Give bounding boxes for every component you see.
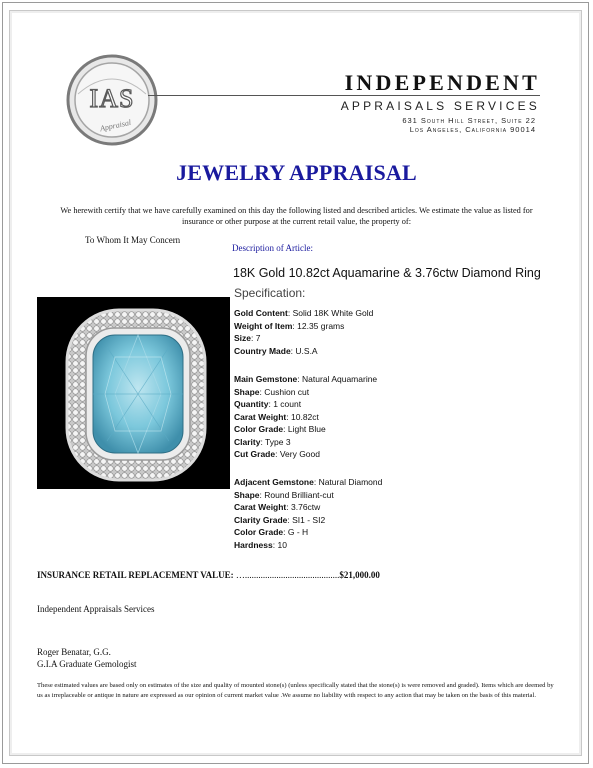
spec-row: Shape: Cushion cut bbox=[234, 386, 310, 397]
spec-row: Cut Grade: Very Good bbox=[234, 449, 320, 459]
ring-photo bbox=[37, 297, 230, 489]
signer-name: Roger Benatar, G.G. bbox=[37, 647, 111, 657]
logo-lettering: IAS bbox=[89, 84, 135, 113]
value-leader-dots: ….......................................... bbox=[235, 570, 340, 580]
spec-row: Shape: Round Brilliant-cut bbox=[234, 489, 334, 500]
spec-row: Gold Content: Solid 18K White Gold bbox=[234, 308, 374, 318]
certification-text: We herewith certify that we have carefully examined on this day the following listed and described articles. We estimate the value as listed for insurance or other purpose at the current retail value, the property of: bbox=[60, 206, 533, 226]
logo-subtext: Appraisal bbox=[99, 117, 132, 134]
spec-row: Main Gemstone: Natural Aquamarine bbox=[234, 374, 378, 384]
header-divider bbox=[148, 95, 540, 96]
company-name: INDEPENDENT bbox=[344, 70, 540, 95]
specs-main-gemstone bbox=[234, 373, 377, 461]
spec-row: Color Grade: Light Blue bbox=[234, 424, 326, 434]
replacement-value bbox=[37, 570, 380, 580]
value-amount: $21,000.00 bbox=[339, 570, 380, 580]
value-label: INSURANCE RETAIL REPLACEMENT VALUE: bbox=[37, 570, 234, 580]
item-title: 18K Gold 10.82ct Aquamarine & 3.76ctw Diamond Ring bbox=[233, 266, 541, 280]
specs-adjacent-gemstone bbox=[234, 476, 382, 551]
disclaimer: These estimated values are based only on estimates of the size and quality of mounted stone(s) (unless specifically stated that the stone(s) is were removed and graded). Items which are deemed by us as irreplaceable or antique in nature are expressed as our opinion of current market value .We assume no liability with respect to any action that may be taken on the basis of this material. bbox=[37, 682, 554, 699]
spec-row: Hardness: 10 bbox=[234, 539, 287, 550]
spec-row: Carat Weight: 10.82ct bbox=[234, 411, 319, 422]
specs-gold bbox=[234, 307, 373, 357]
spec-row: Clarity: Type 3 bbox=[234, 436, 291, 447]
spec-row: Quantity: 1 count bbox=[234, 399, 302, 409]
company-subtitle: APPRAISALS SERVICES bbox=[340, 99, 540, 113]
spec-row: Country Made: U.S.A bbox=[234, 345, 318, 356]
spec-row: Size: 7 bbox=[234, 333, 261, 343]
address-line-1: 631 South Hill Street, Suite 22 bbox=[402, 116, 536, 125]
specification-label: Specification: bbox=[234, 286, 306, 300]
spec-row: Weight of Item: 12.35 grams bbox=[234, 320, 345, 331]
spec-row: Color Grade: G - H bbox=[234, 527, 309, 537]
document-title: JEWELRY APPRAISAL bbox=[176, 160, 417, 185]
address-line-2: Los Angeles, California 90014 bbox=[409, 125, 536, 134]
spec-row: Carat Weight: 3.76ctw bbox=[234, 502, 321, 512]
signer-title: G.I.A Graduate Gemologist bbox=[37, 659, 137, 669]
company-footer: Independent Appraisals Services bbox=[37, 604, 155, 614]
spec-row: Clarity Grade: SI1 - SI2 bbox=[234, 514, 326, 525]
spec-row: Adjacent Gemstone: Natural Diamond bbox=[234, 477, 383, 487]
ias-logo bbox=[66, 54, 158, 146]
description-label: Description of Article: bbox=[232, 243, 313, 253]
recipient: To Whom It May Concern bbox=[85, 235, 181, 245]
